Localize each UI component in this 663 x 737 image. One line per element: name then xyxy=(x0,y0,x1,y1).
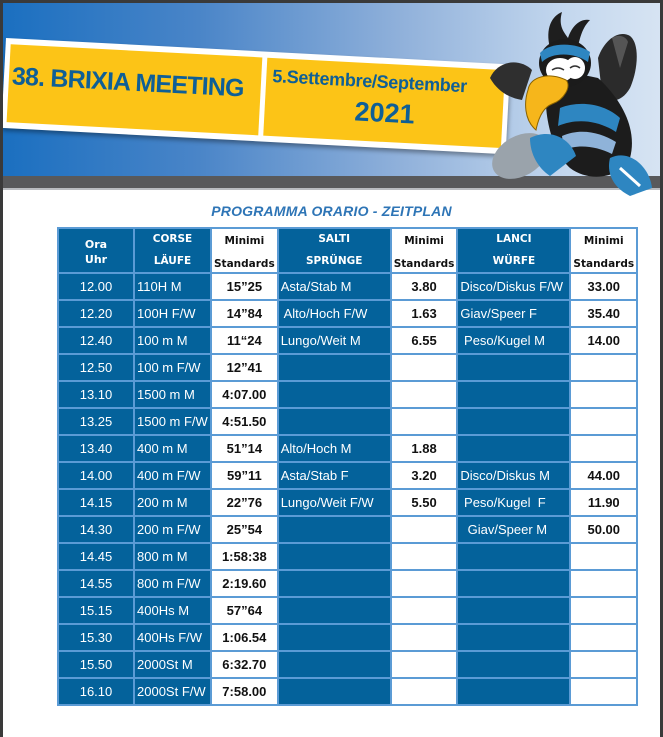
jump-standard-cell: 5.50 xyxy=(391,489,458,516)
race-standard-cell: 12”41 xyxy=(211,354,278,381)
header-standards-en: Standards xyxy=(214,258,275,270)
race-event-cell: 200 m F/W xyxy=(134,516,211,543)
race-event-cell: 200 m M xyxy=(134,489,211,516)
race-standard-cell: 15”25 xyxy=(211,273,278,300)
throw-event-cell xyxy=(457,543,570,570)
throw-event-cell: Peso/Kugel F xyxy=(457,489,570,516)
table-row xyxy=(58,462,637,489)
header-races-de: LÄUFE xyxy=(153,255,192,267)
jump-event-cell: Lungo/Weit M xyxy=(278,327,391,354)
race-event-cell: 100H F/W xyxy=(134,300,211,327)
header-jumps-de: SPRÜNGE xyxy=(305,255,363,267)
header-standards-jumps xyxy=(391,228,458,273)
crow-mascot-icon xyxy=(480,8,663,198)
time-cell: 14.55 xyxy=(58,570,134,597)
race-standard-cell: 14”84 xyxy=(211,300,278,327)
table-row xyxy=(58,516,637,543)
throw-event-cell xyxy=(457,435,570,462)
race-standard-cell: 25”54 xyxy=(211,516,278,543)
throw-standard-cell xyxy=(570,597,637,624)
jump-standard-cell: 3.20 xyxy=(391,462,458,489)
race-standard-cell: 11“24 xyxy=(211,327,278,354)
table-row xyxy=(58,408,637,435)
race-standard-cell: 22”76 xyxy=(211,489,278,516)
header-throws-it: LANCI xyxy=(496,233,532,245)
header-standards-it: Minimi xyxy=(404,235,444,247)
race-standard-cell: 59”11 xyxy=(211,462,278,489)
jump-event-cell xyxy=(278,624,391,651)
throw-standard-cell xyxy=(570,624,637,651)
time-cell: 12.00 xyxy=(58,273,134,300)
time-cell: 14.15 xyxy=(58,489,134,516)
table-row xyxy=(58,543,637,570)
throw-standard-cell xyxy=(570,651,637,678)
jump-event-cell xyxy=(278,354,391,381)
throw-standard-cell: 44.00 xyxy=(570,462,637,489)
throw-standard-cell xyxy=(570,408,637,435)
throw-standard-cell: 14.00 xyxy=(570,327,637,354)
throw-event-cell xyxy=(457,408,570,435)
jump-event-cell xyxy=(278,516,391,543)
time-cell: 13.25 xyxy=(58,408,134,435)
header-time-it: Ora xyxy=(84,238,108,251)
throw-event-cell: Giav/Speer F xyxy=(457,300,570,327)
jump-standard-cell xyxy=(391,354,458,381)
race-event-cell: 2000St F/W xyxy=(134,678,211,705)
event-title: 38. BRIXIA MEETING xyxy=(11,62,245,103)
jump-event-cell xyxy=(278,678,391,705)
race-standard-cell: 2:19.60 xyxy=(211,570,278,597)
race-standard-cell: 6:32.70 xyxy=(211,651,278,678)
jump-event-cell: Asta/Stab M xyxy=(278,273,391,300)
race-event-cell: 100 m F/W xyxy=(134,354,211,381)
header-races-it: CORSE xyxy=(152,233,193,245)
header-jumps-it: SALTI xyxy=(318,233,351,245)
jump-standard-cell xyxy=(391,543,458,570)
jump-standard-cell xyxy=(391,651,458,678)
time-cell: 14.45 xyxy=(58,543,134,570)
time-cell: 13.10 xyxy=(58,381,134,408)
table-row xyxy=(58,300,637,327)
throw-standard-cell: 33.00 xyxy=(570,273,637,300)
jump-standard-cell xyxy=(391,408,458,435)
jump-event-cell xyxy=(278,543,391,570)
time-cell: 12.50 xyxy=(58,354,134,381)
header-standards-en: Standards xyxy=(393,258,455,270)
throw-event-cell: Giav/Speer M xyxy=(457,516,570,543)
table-row xyxy=(58,435,637,462)
throw-event-cell xyxy=(457,354,570,381)
header-jumps xyxy=(278,228,391,273)
throw-event-cell: Peso/Kugel M xyxy=(457,327,570,354)
race-standard-cell: 4:51.50 xyxy=(211,408,278,435)
table-row xyxy=(58,327,637,354)
jump-standard-cell: 6.55 xyxy=(391,327,458,354)
jump-event-cell: Alto/Hoch F/W xyxy=(278,300,391,327)
time-cell: 15.50 xyxy=(58,651,134,678)
sign-title-panel xyxy=(7,44,263,135)
schedule-table xyxy=(57,227,638,706)
time-cell: 14.00 xyxy=(58,462,134,489)
jump-standard-cell xyxy=(391,516,458,543)
throw-event-cell xyxy=(457,570,570,597)
race-event-cell: 2000St M xyxy=(134,651,211,678)
header-standards-it: Minimi xyxy=(224,235,265,247)
header-standards-races xyxy=(211,228,278,273)
time-cell: 14.30 xyxy=(58,516,134,543)
jump-standard-cell: 1.63 xyxy=(391,300,458,327)
race-standard-cell: 1:58:38 xyxy=(211,543,278,570)
table-row xyxy=(58,381,637,408)
time-cell: 12.20 xyxy=(58,300,134,327)
table-row xyxy=(58,624,637,651)
header-standards-throws xyxy=(570,228,637,273)
header-time xyxy=(58,228,134,273)
table-row xyxy=(58,570,637,597)
race-event-cell: 800 m F/W xyxy=(134,570,211,597)
throw-standard-cell xyxy=(570,543,637,570)
table-row xyxy=(58,273,637,300)
race-standard-cell: 57”64 xyxy=(211,597,278,624)
jump-event-cell xyxy=(278,597,391,624)
time-cell: 16.10 xyxy=(58,678,134,705)
race-event-cell: 800 m M xyxy=(134,543,211,570)
jump-standard-cell xyxy=(391,624,458,651)
race-standard-cell: 7:58.00 xyxy=(211,678,278,705)
event-year: 2021 xyxy=(353,96,416,130)
time-cell: 12.40 xyxy=(58,327,134,354)
jump-event-cell xyxy=(278,651,391,678)
throw-event-cell xyxy=(457,678,570,705)
race-event-cell: 100 m M xyxy=(134,327,211,354)
frame-top-edge xyxy=(0,0,663,3)
race-standard-cell: 51”14 xyxy=(211,435,278,462)
race-event-cell: 1500 m F/W xyxy=(134,408,211,435)
race-event-cell: 400Hs F/W xyxy=(134,624,211,651)
throw-standard-cell: 50.00 xyxy=(570,516,637,543)
jump-event-cell xyxy=(278,408,391,435)
race-event-cell: 400 m M xyxy=(134,435,211,462)
jump-standard-cell: 3.80 xyxy=(391,273,458,300)
throw-standard-cell xyxy=(570,435,637,462)
throw-event-cell xyxy=(457,624,570,651)
jump-standard-cell xyxy=(391,678,458,705)
race-standard-cell: 1:06.54 xyxy=(211,624,278,651)
jump-standard-cell xyxy=(391,381,458,408)
throw-event-cell xyxy=(457,651,570,678)
race-event-cell: 400 m F/W xyxy=(134,462,211,489)
header-throws xyxy=(457,228,570,273)
header-races xyxy=(134,228,211,273)
throw-event-cell: Disco/Diskus M xyxy=(457,462,570,489)
header-standards-en: Standards xyxy=(573,258,635,270)
jump-event-cell: Alto/Hoch M xyxy=(278,435,391,462)
table-row xyxy=(58,678,637,705)
throw-event-cell xyxy=(457,597,570,624)
table-header-row xyxy=(58,228,637,273)
race-standard-cell: 4:07.00 xyxy=(211,381,278,408)
frame-left-edge xyxy=(0,0,3,737)
table-row xyxy=(58,597,637,624)
throw-standard-cell: 35.40 xyxy=(570,300,637,327)
throw-event-cell xyxy=(457,381,570,408)
time-cell: 15.30 xyxy=(58,624,134,651)
header-time-de: Uhr xyxy=(84,253,108,266)
jump-event-cell xyxy=(278,381,391,408)
table-row xyxy=(58,354,637,381)
throw-standard-cell xyxy=(570,381,637,408)
sign-date-panel xyxy=(263,58,505,148)
time-cell: 13.40 xyxy=(58,435,134,462)
throw-event-cell: Disco/Diskus F/W xyxy=(457,273,570,300)
time-cell: 15.15 xyxy=(58,597,134,624)
event-date: 5.Settembre/September xyxy=(271,66,468,97)
schedule-heading: PROGRAMMA ORARIO - ZEITPLAN xyxy=(211,203,452,219)
throw-standard-cell xyxy=(570,678,637,705)
header-standards-it: Minimi xyxy=(583,235,624,247)
table-row xyxy=(58,489,637,516)
jump-standard-cell xyxy=(391,597,458,624)
race-event-cell: 110H M xyxy=(134,273,211,300)
throw-standard-cell xyxy=(570,354,637,381)
throw-standard-cell: 11.90 xyxy=(570,489,637,516)
header-throws-de: WÜRFE xyxy=(492,255,536,267)
race-event-cell: 1500 m M xyxy=(134,381,211,408)
jump-event-cell: Lungo/Weit F/W xyxy=(278,489,391,516)
race-event-cell: 400Hs M xyxy=(134,597,211,624)
table-row xyxy=(58,651,637,678)
jump-event-cell xyxy=(278,570,391,597)
jump-standard-cell: 1.88 xyxy=(391,435,458,462)
throw-standard-cell xyxy=(570,570,637,597)
jump-standard-cell xyxy=(391,570,458,597)
jump-event-cell: Asta/Stab F xyxy=(278,462,391,489)
